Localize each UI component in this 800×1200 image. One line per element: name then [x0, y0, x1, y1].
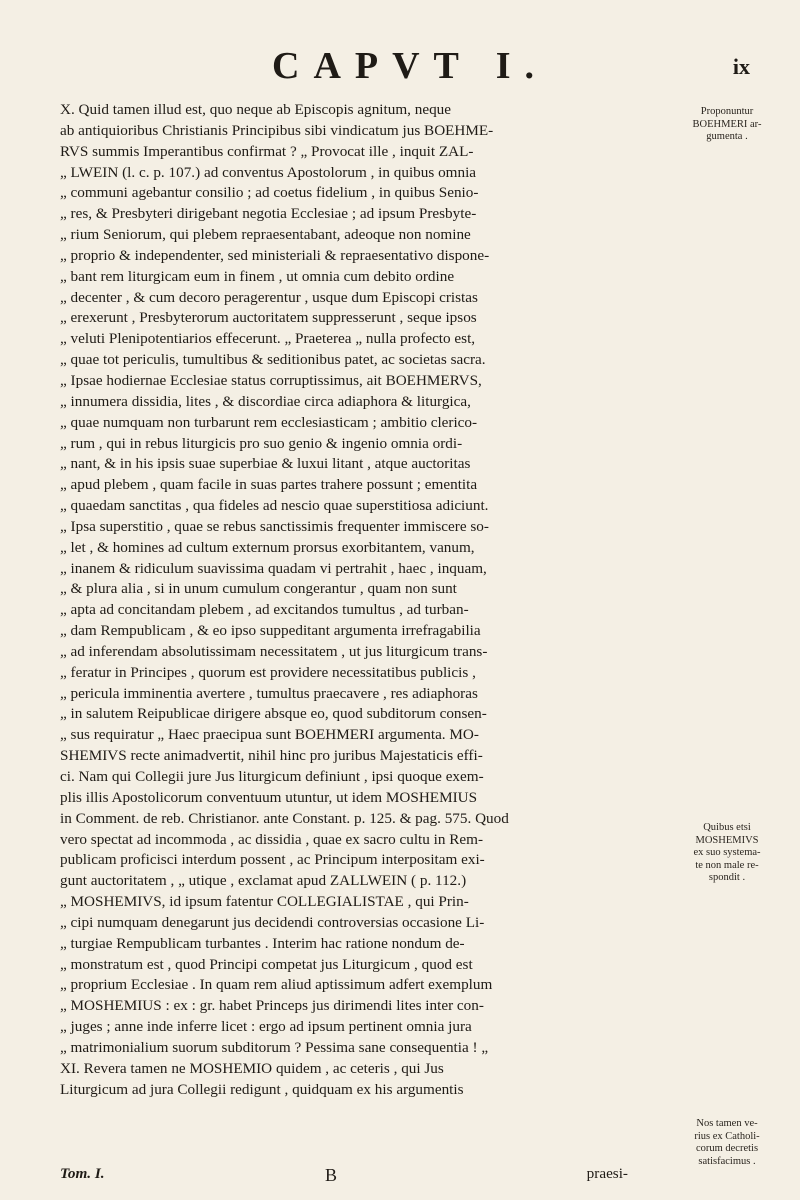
text-line: „ feratur in Principes , quorum est providere necessitatibus publicis , — [60, 663, 476, 681]
text-line: „ quae tot periculis, tumultibus & seditionibus patet, ac societas sacra. — [60, 351, 486, 369]
chapter-title: CAPVT I. — [272, 45, 548, 87]
text-line: „ ad inferendam absolutissimam necessitatem , ut jus liturgicum trans- — [60, 642, 488, 660]
text-line: „ res, & Presbyteri dirigebant negotia Ecclesiae ; ad ipsum Presbyte- — [60, 205, 477, 223]
text-line: gunt auctoritatem , „ utique , exclamat apud ZALLWEIN ( p. 112.) — [60, 872, 467, 890]
signature-mark: B — [325, 1165, 338, 1185]
main-text — [60, 100, 658, 1101]
margin-note-line: Nos tamen ve- — [696, 1118, 758, 1129]
margin-note-line: BOEHMERI ar- — [692, 118, 762, 130]
text-line: „ decenter , & cum decoro peragerentur , usque dum Episcopi cristas — [60, 288, 478, 306]
text-line: plis illis Apostolicorum conventuum utuntur, ut idem MOSHEMIUS — [60, 788, 478, 806]
margin-note-line: spondit . — [708, 872, 746, 883]
margin-note-line: satisfacimus . — [698, 1155, 756, 1167]
volume-label: Tom. I. — [60, 1165, 105, 1182]
text-line: „ dam Rempublicam , & eo ipso suppeditant argumenta irrefragabilia — [60, 622, 481, 640]
text-line: RVS summis Imperantibus confirmat ? „ Provocat ille , inquit ZAL- — [60, 142, 474, 160]
catchword: praesi- — [586, 1165, 628, 1182]
running-header — [60, 46, 760, 86]
margin-note-line: Proponuntur — [700, 106, 754, 117]
text-line: in Comment. de reb. Christianor. ante Constant. p. 125. & pag. 575. Quod — [60, 809, 509, 827]
text-line: „ proprium Ecclesiae . In quam rem aliud aptissimum adfert exemplum — [60, 976, 493, 994]
margin-note-line: corum decretis — [695, 1143, 759, 1154]
page-number: ix — [732, 54, 750, 79]
text-line: „ inanem & ridiculum suavissima quadam vi pertrahit , haec , inquam, — [60, 559, 487, 577]
text-line: „ erexerunt , Presbyterorum auctoritatem suppresserunt , seque ipsos — [60, 309, 477, 327]
text-line: XI. Revera tamen ne MOSHEMIO quidem , ac ceteris , qui Jus — [60, 1059, 444, 1077]
text-line: „ MOSHEMIVS, id ipsum fatentur COLLEGIALISTAE , qui Prin- — [60, 893, 469, 911]
text-line: „ veluti Plenipotentiarios effecerunt. „ Praeterea „ nulla profecto est, — [60, 330, 476, 348]
text-line: „ communi agebantur consilio ; ad coetus fidelium , in quibus Senio- — [60, 184, 479, 202]
margin-note-line: gumenta . — [706, 131, 748, 142]
text-line: „ & plura alia , si in unum cumulum congerantur , quam non sunt — [60, 580, 457, 598]
text-line: „ let , & homines ad cultum externum prorsus exorbitantem, vanum, — [60, 538, 475, 556]
text-line: „ pericula imminentia avertere , tumultus praecavere , res adiaphoras — [60, 684, 478, 702]
text-line: „ monstratum est , quod Principi competat jus Liturgicum , quod est — [60, 955, 473, 973]
text-line: „ matrimonialium suorum subditorum ? Pessima sane consequentia ! „ — [60, 1038, 489, 1056]
text-line: „ MOSHEMIUS : ex : gr. habet Princeps jus dirimendi lites inter con- — [60, 997, 484, 1015]
text-line: „ juges ; anne inde inferre licet : ergo ad ipsum pertinent omnia jura — [60, 1018, 472, 1036]
text-line: „ in salutem Reipublicae dirigere absque eo, quod subditorum consen- — [60, 705, 487, 723]
text-line: X. Quid tamen illud est, quo neque ab Episcopis agnitum, neque — [60, 101, 452, 118]
text-line: „ turgiae Rempublicam turbantes . Interim hac ratione nondum de- — [60, 934, 465, 952]
text-line: „ sus requiratur „ Haec praecipua sunt BOEHMERI argumenta. MO- — [60, 726, 479, 744]
text-line: ab antiquioribus Christianis Principibus sibi vindicatum jus BOEHME- — [60, 121, 494, 139]
text-line: „ rum , qui in rebus liturgicis pro suo genio & ingenio omnia ordi- — [60, 434, 463, 452]
text-line: „ cipi numquam denegarunt jus decidendi controversias occasione Li- — [60, 913, 485, 931]
margin-note-line: te non male re- — [695, 859, 759, 871]
text-line: ci. Nam qui Collegii jure Jus liturgicum definiunt , ipsi quoque exem- — [60, 768, 484, 785]
margin-note-line: ex suo systema- — [693, 847, 761, 858]
text-line: „ nant, & in his ipsis suae superbiae & luxui litant , atque auctoritas — [60, 455, 471, 473]
margin-note-proponuntur — [668, 106, 786, 144]
text-line: „ quaedam sanctitas , qua fideles ad nescio quae superstitiosa adiciunt. — [60, 497, 489, 515]
text-line: publicam proficisci interdum possent , ac Principum interpositam exi- — [60, 851, 485, 869]
page-footer — [60, 1165, 658, 1187]
margin-note-line: rius ex Catholi- — [694, 1130, 760, 1142]
text-line: „ quae numquam non turbarunt rem ecclesiasticam ; ambitio clerico- — [60, 413, 478, 431]
text-line: „ innumera dissidia, lites , & discordiae circa adiaphora & liturgica, — [60, 392, 471, 410]
text-line: „ bant rem liturgicam eum in finem , ut omnia cum debito ordine — [60, 267, 455, 285]
text-line: „ apud plebem , quam facile in suas partes trahere possunt ; ementita — [60, 476, 478, 494]
text-line: „ Ipsae hodiernae Ecclesiae status corruptissimus, ait BOEHMERVS, — [60, 371, 482, 389]
text-line: vero spectat ad incommoda , ac dissidia , quae ex sacro cultu in Rem- — [60, 830, 484, 848]
margin-note-line: Quibus etsi — [703, 822, 751, 833]
margin-note-nos-tamen — [668, 1118, 786, 1168]
text-line: „ rium Seniorum, qui plebem repraesentabant, adeoque non nomine — [60, 226, 471, 244]
margin-note-quibus — [668, 822, 786, 885]
text-line: SHEMIVS recte animadvertit, nihil hinc pro juribus Majestaticis effi- — [60, 747, 483, 765]
text-line: „ apta ad concitandam plebem , ad excitandos tumultus , ad turban- — [60, 601, 469, 619]
margin-note-line: MOSHEMIVS — [695, 834, 759, 846]
text-line: „ Ipsa superstitio , quae se rebus sanctissimis frequenter immiscere so- — [60, 517, 489, 535]
text-line: „ proprio & independenter, sed ministeriali & repraesentativo dispone- — [60, 246, 490, 264]
text-line: „ LWEIN (l. c. p. 107.) ad conventus Apostolorum , in quibus omnia — [60, 163, 477, 181]
text-line: Liturgicum ad jura Collegii redigunt , quidquam ex his argumentis — [60, 1080, 464, 1098]
